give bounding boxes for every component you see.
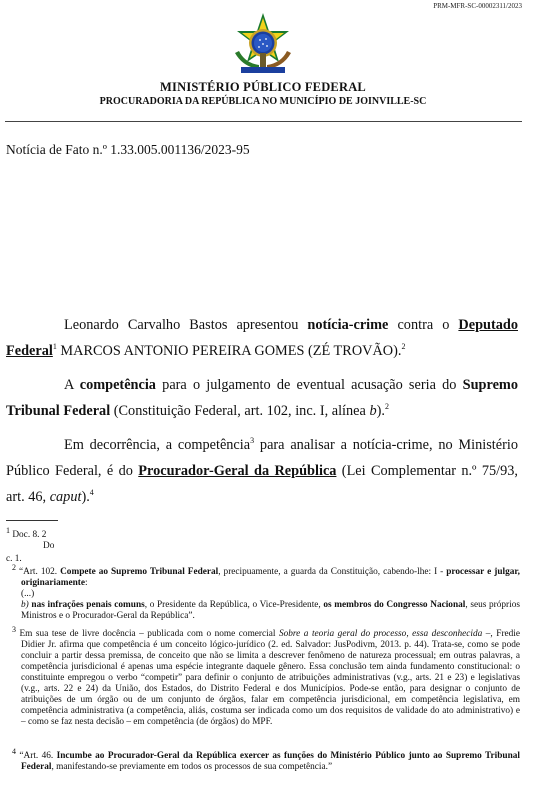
footnote-1-end: c. 1. (6, 554, 22, 564)
coat-of-arms-emblem (230, 12, 296, 78)
header-divider (5, 121, 522, 122)
footnote-3: $^3$ Em sua tese de livre docência – publicada com o nome comercial Sobre a teoria geral do processo, essa desconhecida –, Fredie Didier Jr. afirma que competência é um conceito lógico-jurídico (2. ed. Salvador: JusPodivm, 2013. p. 44). Trata-se, como se pode concluir a partir dessa premissa, de conceito que não se limita a descrever fenômeno de natureza processual; em outras palavras, a competência jurisdicional é apenas uma espécie integrante daquele gênero. Essa conclusão tem ainda fundamento constitucional: o constituinte empregou o verbo “competir” para definir o conjunto de atribuições administrativas (v.g., arts. 21 e 23) e legislativas (v.g., arts. 22 e 24) da União, dos Estados, do Distrito Federal e dos Municípios. Pode-se então, para designar o conjunto de atribuições de um órgão ou de um conjunto de órgãos, falar em competência jurisdicional, em competência legislativa, em competência administrativa (a competência, aliás, costuma ser indicada como um dos requisitos de validade do ato administrativo) e – como se faz nesta decisão – em competência (de órgãos) do MPF. (12, 624, 521, 727)
footnote-4: $^4$ “Art. 46. Incumbe ao Procurador-Geral da República exercer as funções do Ministério Público junto ao Supremo Tribunal Federal, manifestando-se previamente em todos os processos de sua competência.” (12, 746, 520, 772)
document-id: PRM-MFR-SC-00002311/2023 (433, 2, 522, 10)
paragraph-1: Leonardo Carvalho Bastos apresentou notícia-crime contra o Deputado Federal$^1$ MARCOS ANTONIO PEREIRA GOMES (ZÉ TROVÃO).$^2$ (6, 317, 518, 359)
footnote-1-cont: Do (43, 541, 55, 551)
footnote-divider (6, 520, 58, 521)
footnote-2: $^2$ “Art. 102. Compete ao Supremo Tribunal Federal, precipuamente, a guarda da Constituição, cabendo-lhe: I - processar e julgar, originariamente: (...) b) nas infrações penais comuns, o Presidente da República, o Vice-Presidente, os membros do Congresso Nacional, seus próprios Ministros e o Procurador-Geral da República”. (12, 562, 520, 621)
footnote-1: $^1$ Doc. 8. 2 (6, 525, 47, 540)
office-title: PROCURADORIA DA REPÚBLICA NO MUNICÍPIO DE JOINVILLE-SC (99, 96, 427, 107)
case-number: Notícia de Fato n.º 1.33.005.001136/2023-95 (6, 142, 250, 157)
paragraph-3: Em decorrência, a competência$^3$ para analisar a notícia-crime, no Ministério Público Federal, é do Procurador-Geral da República (Lei Complementar n.º 75/93, art. 46, caput).$^4$ (6, 436, 519, 505)
ministry-title: MINISTÉRIO PÚBLICO FEDERAL (160, 80, 366, 94)
paragraph-2: A competência para o julgamento de eventual acusação seria do Supremo Tribunal Federal (Constituição Federal, art. 102, inc. I, alínea b).$^2$ (6, 377, 518, 419)
